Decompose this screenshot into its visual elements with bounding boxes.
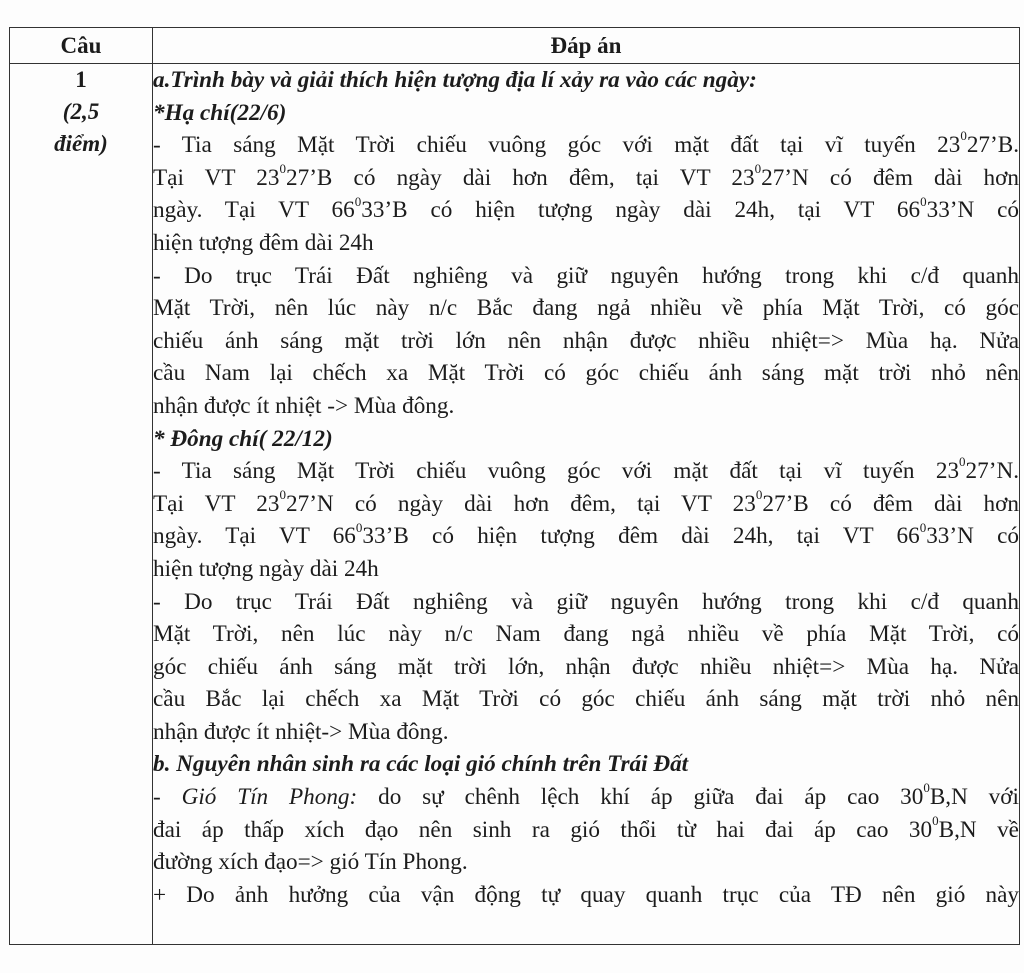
degree-mark: 0: [919, 519, 927, 535]
paragraph-line: hiện tượng đêm dài 24h: [153, 229, 374, 256]
degree-mark: 0: [932, 812, 939, 828]
paragraph-line: ngày. Tại VT $66^033’B$ có hiện tượng đêm dài 24h, tại VT $66^033’N$ có: [153, 519, 1020, 550]
ha-chi-heading: *Hạ chí(22/6): [153, 99, 287, 126]
tin-phong-text: do sự chênh lệch khí áp giữa đai áp cao $30^0B,N$ với: [357, 780, 1019, 811]
answer-cell: [153, 64, 1020, 945]
points-line-1: (2,5: [62, 99, 100, 124]
tin-phong-label: Gió Tín Phong:: [181, 784, 358, 811]
paragraph-line: chiếu ánh sáng mặt trời lớn nên nhận được nhiều nhiệt=> Mùa hạ. Nửa: [153, 327, 1019, 354]
answer-table: [9, 27, 1020, 945]
paragraph-line: - Tia sáng Mặt Trời chiếu vuông góc với mặt đất tại vĩ tuyến $23^027’B$.: [153, 128, 1019, 159]
paragraph-line: Tại VT $23^027’B$ có ngày dài hơn đêm, tại VT $23^027’N$ có đêm dài hơn: [153, 161, 1019, 191]
degree-mark: 0: [279, 486, 286, 502]
table-row: [10, 64, 1020, 945]
header-question: Câu: [10, 28, 153, 64]
degree-mark: 0: [755, 486, 763, 502]
paragraph-line: Tại VT $23^027’N$ có ngày dài hơn đêm, tại VT $23^027’B$ có đêm dài hơn: [153, 486, 1019, 517]
header-answer: Đáp án: [153, 28, 1020, 64]
paragraph-line: - Do trục Trái Đất nghiêng và giữ nguyên hướng trong khi c/đ quanh: [153, 588, 1019, 615]
paragraph-line: đai áp thấp xích đạo nên sinh ra gió thổi từ hai đai áp cao $30^0B,N$ về: [153, 812, 1019, 843]
question-number: 1: [75, 67, 87, 92]
dong-chi-heading: * Đông chí( 22/12): [153, 425, 333, 452]
degree-mark: 0: [959, 454, 966, 470]
degree-mark: 0: [920, 193, 927, 209]
table-header-row: [10, 28, 1020, 64]
tin-phong-prefix: -: [153, 784, 182, 811]
paragraph-line: - Do trục Trái Đất nghiêng và giữ nguyên hướng trong khi c/đ quanh: [153, 262, 1019, 289]
paragraph-line: - Tia sáng Mặt Trời chiếu vuông góc với mặt đất tại vĩ tuyến $23^027’N$.: [153, 454, 1019, 485]
paragraph-line: đường xích đạo=> gió Tín Phong.: [153, 849, 468, 876]
paragraph-line: + Do ảnh hưởng của vận động tự quay quanh trục của TĐ nên gió này: [153, 881, 1019, 908]
degree-mark: 0: [279, 161, 286, 177]
paragraph-line: hiện tượng ngày dài 24h: [153, 555, 379, 582]
paragraph-line: ngày. Tại VT $66^033’B$ có hiện tượng ngày dài 24h, tại VT $66^033’N$ có: [153, 193, 1020, 224]
question-cell: [10, 64, 153, 945]
paragraph-line: góc chiếu ánh sáng mặt trời lớn, nhận được nhiều nhiệt=> Mùa hạ. Nửa: [153, 653, 1019, 680]
degree-mark: 0: [354, 193, 362, 209]
paragraph-line: cầu Nam lại chếch xa Mặt Trời có góc chiếu ánh sáng mặt trời nhỏ nên: [153, 360, 1019, 387]
paragraph-line: Mặt Trời, nên lúc này n/c Nam đang ngả nhiều về phía Mặt Trời, có: [153, 621, 1019, 648]
part-a-heading: a.Trình bày và giải thích hiện tượng địa lí xảy ra vào các ngày:: [153, 67, 757, 93]
part-b-heading: b. Nguyên nhân sinh ra các loại gió chính trên Trái Đất: [153, 751, 689, 778]
points-line-2: điểm): [54, 131, 108, 156]
degree-mark: 0: [355, 519, 363, 535]
degree-mark: 0: [923, 780, 930, 796]
paragraph-line: cầu Bắc lại chếch xa Mặt Trời có góc chiếu ánh sáng mặt trời nhỏ nên: [153, 686, 1019, 713]
degree-mark: 0: [960, 128, 967, 144]
paragraph-line: nhận được ít nhiệt -> Mùa đông.: [153, 392, 455, 419]
degree-mark: 0: [754, 161, 762, 177]
tin-phong-line: [153, 781, 1019, 814]
paragraph-line: Mặt Trời, nên lúc này n/c Bắc đang ngả nhiều về phía Mặt Trời, có góc: [153, 295, 1019, 322]
paragraph-line: nhận được ít nhiệt-> Mùa đông.: [153, 718, 449, 745]
